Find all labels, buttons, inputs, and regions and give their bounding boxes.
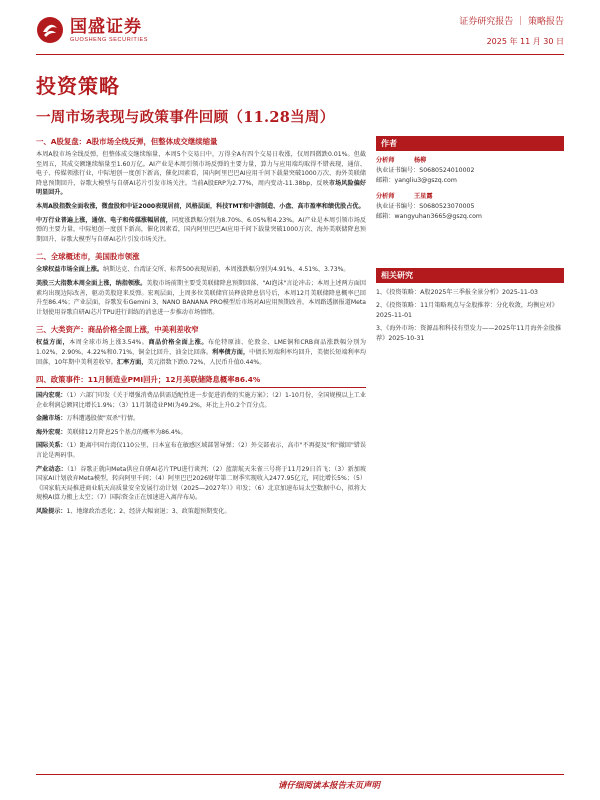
- paragraph-bold-lead: 本周A股指数全面收涨，微盘股和中证2000表现居前，风格层面，科技TMT和中游制造、小盘、高市盈率和绩优股占优。: [36, 202, 365, 210]
- paragraph: [36, 414, 366, 424]
- analyst-label: 分析师: [376, 193, 395, 200]
- logo-icon: [36, 16, 64, 44]
- paragraph-bold-lead: 全球权益市场全面上涨。: [36, 266, 104, 274]
- paragraph-text: （1）六部门印发《关于增强消费品供需适配性进一步促进消费的实施方案》；（2）1-10月份，全国规模以上工业企业利润总额同比增长1.9%；（3）11月制造业PMI为49.2%，环比上升0.2个百分点。: [36, 392, 367, 409]
- paragraph-bold-lead: 产业动态：: [36, 465, 67, 473]
- related-research-item[interactable]: 3、《海外市场：资源品和科技有望发力——2025年11月海外金股推荐》2025-10-31: [376, 325, 562, 342]
- paragraph-bold-lead: 中万行业普遍上涨，通信、电子和传媒涨幅居前，: [36, 216, 172, 224]
- paragraph-bold-lead: 金融市场：: [36, 415, 67, 423]
- analyst-card: [376, 156, 564, 186]
- logo-chinese-text: 国盛证券: [70, 16, 142, 37]
- related-research-heading: 相关研究: [376, 268, 564, 283]
- paragraph-text: 本周全球市场上涨3.54%。: [69, 339, 149, 347]
- paragraph-text: （1）距离中国台湾仅110公里，日本宣布在敏感区域部署导弹；（2）外交部表示，高市"不再提及"和"撤回"错误言论是两码事。: [36, 442, 367, 460]
- paragraph-bold-lead: 利率债方面，: [212, 348, 250, 356]
- paragraph: [36, 391, 366, 410]
- footer-disclaimer: 请仔细阅读本报告末页声明: [277, 781, 380, 791]
- analyst-email[interactable]: 邮箱：yangliu3@gszq.com: [376, 177, 457, 184]
- header-divider: [36, 54, 564, 55]
- paragraph-text: 1、地缘政治恶化；2、经济大幅衰退；3、政策超预期变化。: [66, 508, 231, 516]
- paragraph-text: 美元指数下跌0.72%，人民币升值0.44%。: [147, 358, 266, 366]
- analyst-label: 分析师: [376, 157, 395, 164]
- paragraph-bold-lead: 汇率方面，: [116, 358, 148, 366]
- paragraph: [36, 507, 366, 517]
- paragraph: [36, 465, 366, 503]
- paragraph-text: 纳斯达克、台湾证交所、标普500表现居前，本周涨跌幅分别为4.91%、4.51%、3.73%。: [103, 266, 350, 274]
- paragraph-text: 美股市场前期主要受美联储降息预期回落、"AI泡沫"言论冲击；本周上述两方面因素均出现边际改善，驱动美股迎来反弹。宏观层面，上周多位美联储官员释放降息信号后，本周12月美联储降息概率已回升至86.4%；产业层面，谷歌发布Gemini 3、NANO BANANA PRO模型后市场对AI应用预期改善，本周路透据报道Meta计划使用谷歌自研AI芯片TPU进行训练的消息进一步推动市场情绪。: [36, 279, 366, 316]
- paragraph: [36, 216, 366, 245]
- analyst-name: 杨柳: [414, 157, 427, 164]
- analyst-name-row: [376, 156, 564, 166]
- paragraph: [36, 338, 366, 367]
- paragraph: [36, 279, 366, 317]
- section-heading: 二、全球概述市，美国股市领涨: [36, 252, 140, 262]
- analyst-cert: 执业证书编号：S0680524010002: [376, 167, 475, 174]
- paragraph-text: 中债长短端利率均回升，美债长短端利率均回落，10年期中美利差收窄。: [36, 348, 367, 366]
- paragraph: [36, 202, 366, 212]
- paragraph: [36, 428, 366, 438]
- paragraph-bold-lead: 市场风险偏好明显回升。: [36, 179, 366, 197]
- section-heading: 四、政策事件：11月制造业PMI回升；12月美联储降息概率86.4%: [36, 374, 366, 388]
- paragraph-text: 本周A股市场全线反弹，但整体成交继续缩量，本周5个交易日中，万得全A有四个交易日收涨，仅周四微跌0.01%。但截至周五，其成交额继续缩量至1.60万亿。AI产业是本周引领市场反弹的主要力量，算力与应用端均取得不错表现，通信、电子、传媒领涨行业，中际旭创一度创下新高，催化因素看，国内阿里巴巴AI应用千问下载量突破1000万次、海外美联储降息预期回升、谷歌大模型与自研AI芯片引发市场关注。当前A股ERP为2.77%，周内变动-11.38bp，反映: [36, 151, 366, 187]
- analyst-email[interactable]: 邮箱：wangyuhan3665@gszq.com: [376, 213, 482, 220]
- analyst-name-row: [376, 192, 564, 202]
- paragraph: [36, 265, 366, 275]
- analyst-cert: 执业证书编号：S0680523070005: [376, 203, 475, 210]
- report-type-title: 投资策略: [36, 74, 120, 98]
- logo-english-text: GUOSHENG SECURITIES: [70, 36, 149, 43]
- report-category: 证券研究报告 ｜ 策略报告: [459, 17, 564, 27]
- paragraph: [36, 441, 366, 460]
- sidebar: [376, 136, 564, 347]
- related-research-item[interactable]: 2、《投资策略：11月策略观点与金股推荐：分化收敛，均衡应对》2025-11-01: [376, 302, 558, 319]
- paragraph: [36, 150, 366, 198]
- paragraph-bold-lead: 权益方面，: [36, 339, 70, 347]
- paragraph-text: （1）谷歌正就向Meta供应自研AI芯片TPU进行谈判；（2）蓝箭航天朱雀三号将于11月29日首飞；（3）新加坡国家AI计划放弃Meta模型，转向阿里千问；（4）阿里巴巴2026财年第二财季实现收入2477.95亿元，同比增长5%；（5）《国家航天局推进商业航天高质量安全发展行动计划（2025—2027年）》印发；（6）北京加速布局太空数据中心，拟将大规模AI算力搬上太空；（7）国际资金正在加速进入离岸布局。: [36, 465, 366, 502]
- main-content: [36, 136, 366, 521]
- paragraph-text: 布伦特原油、伦敦金、LME铜和CRB商品涨跌幅分别为1.02%、2.90%、4.22%和0.71%，铜金比回升，油金比回落。: [36, 339, 367, 356]
- section-heading: 一、A股复盘：A股市场全线反弹，但整体成交继续缩量: [36, 137, 218, 146]
- analyst-name: 王星露: [414, 193, 433, 200]
- related-research-item[interactable]: 1、《投资策略：A股2025年三季报全景分析》2025-11-03: [376, 289, 538, 296]
- analyst-card: [376, 192, 564, 222]
- paragraph-bold-lead: 海外宏观：: [36, 428, 67, 436]
- section-heading: 三、大类资产：商品价格全面上涨，中美利差收窄: [36, 325, 199, 335]
- report-title: 一周市场表现与政策事件回顾（11.28当周）: [36, 109, 335, 126]
- paragraph-bold-lead: 商品价格全面上涨。: [148, 339, 209, 347]
- paragraph-bold-lead: 国内宏观：: [36, 392, 67, 400]
- paragraph-text: 美联储12月降息25个基点的概率为86.4%。: [66, 428, 187, 436]
- paragraph-bold-lead: 风险提示：: [36, 508, 67, 516]
- report-date: 2025 年 11 月 30 日: [486, 37, 564, 46]
- paragraph-bold-lead: 国际关系：: [36, 442, 67, 450]
- report-header-info: [459, 14, 564, 47]
- company-logo: [36, 12, 186, 48]
- paragraph-text: 同度涨跌幅分别为8.70%、6.05%和4.23%。AI产业是本周引领市场反弹的主要力量，中际旭创一度创下新高，催化因素看，国内阿里巴巴AI应用千问下载量突破1000万次、海外美联储降息预期回升、谷歌大模型与自研AI芯片引发市场关注。: [36, 216, 367, 243]
- footer-divider: [36, 774, 564, 775]
- paragraph-text: 万科遭遇股债"双杀"行情。: [66, 415, 140, 423]
- paragraph-bold-lead: 美股三大指数本周全面上涨，纳指领涨。: [36, 279, 147, 287]
- authors-heading: 作者: [376, 136, 564, 151]
